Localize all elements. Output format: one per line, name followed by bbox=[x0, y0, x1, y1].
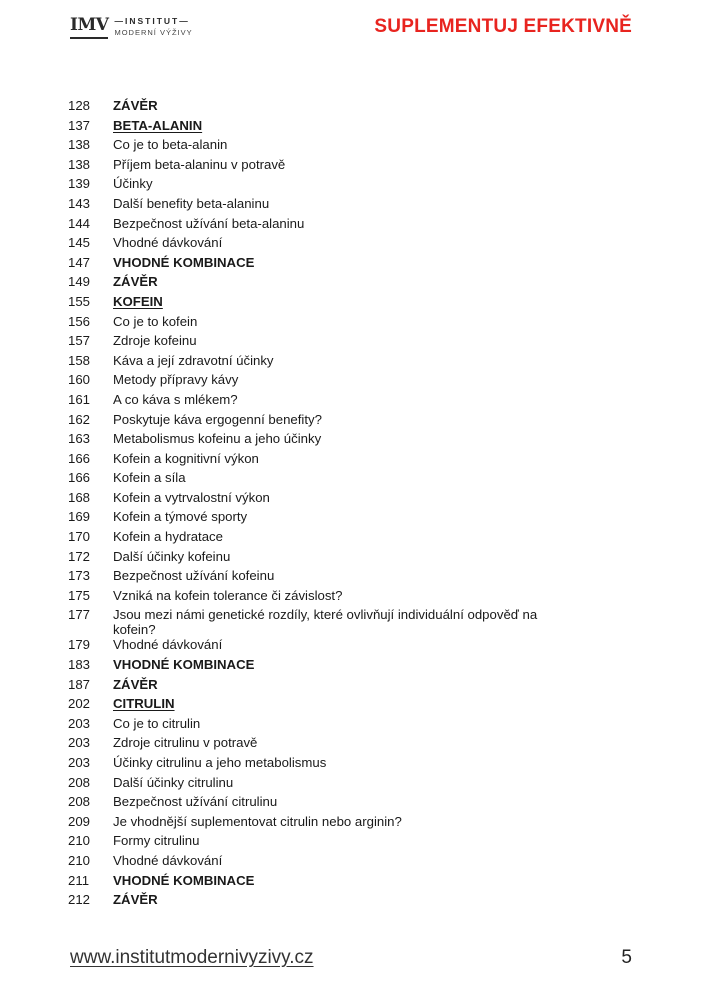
toc-entry[interactable] bbox=[68, 549, 538, 569]
toc-entry[interactable] bbox=[68, 509, 538, 529]
toc-entry[interactable] bbox=[68, 176, 538, 196]
toc-page-number: 161 bbox=[68, 391, 91, 407]
toc-page-number: 210 bbox=[68, 833, 91, 849]
toc-entry[interactable] bbox=[68, 372, 538, 392]
toc-entry-title: Kofein a hydratace bbox=[113, 529, 223, 545]
toc-page-number: 209 bbox=[68, 813, 91, 829]
toc-entry[interactable] bbox=[68, 568, 538, 588]
toc-entry-title: ZÁVĚR bbox=[113, 892, 158, 908]
toc-entry-title: Bezpečnost užívání kofeinu bbox=[113, 568, 275, 584]
toc-entry[interactable] bbox=[68, 314, 538, 334]
toc-entry[interactable] bbox=[68, 814, 538, 834]
toc-entry[interactable] bbox=[68, 274, 538, 294]
toc-entry-title: Bezpečnost užívání beta-alaninu bbox=[113, 215, 305, 231]
toc-entry-title: ZÁVĚR bbox=[113, 274, 158, 290]
toc-entry-title: Účinky citrulinu a jeho metabolismus bbox=[113, 755, 327, 770]
toc-page-number: 158 bbox=[68, 352, 91, 368]
toc-entry-title: CITRULIN bbox=[113, 696, 175, 712]
toc-entry-title: VHODNÉ KOMBINACE bbox=[113, 254, 255, 270]
book-title: SUPLEMENTUJ EFEKTIVNĚ bbox=[374, 16, 632, 37]
toc-entry[interactable] bbox=[68, 490, 538, 510]
toc-entry-title: VHODNÉ KOMBINACE bbox=[113, 657, 255, 673]
toc-page-number: 149 bbox=[68, 274, 91, 290]
toc-entry[interactable] bbox=[68, 451, 538, 471]
toc-page-number: 145 bbox=[68, 235, 91, 251]
toc-page-number: 137 bbox=[68, 117, 91, 133]
toc-entry[interactable] bbox=[68, 470, 538, 490]
toc-page-number: 157 bbox=[68, 333, 91, 349]
toc-entry-title: Kofein a vytrvalostní výkon bbox=[113, 489, 270, 505]
toc-entry[interactable] bbox=[68, 118, 538, 138]
table-of-contents bbox=[68, 98, 538, 912]
toc-entry[interactable] bbox=[68, 431, 538, 451]
toc-entry[interactable] bbox=[68, 637, 538, 657]
toc-page-number: 203 bbox=[68, 715, 91, 731]
toc-page-number: 138 bbox=[68, 156, 91, 172]
toc-page-number: 166 bbox=[68, 450, 91, 466]
toc-entry-title: Příjem beta-alaninu v potravě bbox=[113, 156, 286, 172]
toc-entry-title: KOFEIN bbox=[113, 293, 163, 309]
toc-page-number: 208 bbox=[68, 794, 91, 810]
toc-entry[interactable] bbox=[68, 677, 538, 697]
toc-page-number: 147 bbox=[68, 254, 91, 270]
institute-logo bbox=[70, 16, 193, 40]
toc-page-number: 156 bbox=[68, 313, 91, 329]
toc-entry-title: Zdroje citrulinu v potravě bbox=[113, 735, 258, 751]
toc-entry[interactable] bbox=[68, 716, 538, 736]
toc-entry[interactable] bbox=[68, 255, 538, 275]
toc-entry-title: Káva a její zdravotní účinky bbox=[113, 352, 274, 368]
toc-entry-title: Kofein a týmové sporty bbox=[113, 509, 248, 525]
toc-page-number: 162 bbox=[68, 411, 91, 427]
toc-page-number: 173 bbox=[68, 568, 91, 584]
toc-entry-title: Vhodné dávkování bbox=[113, 852, 223, 868]
toc-entry[interactable] bbox=[68, 755, 538, 775]
toc-entry[interactable] bbox=[68, 794, 538, 814]
toc-page-number: 212 bbox=[68, 892, 91, 908]
toc-entry-title: Co je to kofein bbox=[113, 313, 198, 329]
toc-entry[interactable] bbox=[68, 696, 538, 716]
logo-mark: IMV bbox=[70, 16, 108, 39]
toc-entry[interactable] bbox=[68, 196, 538, 216]
toc-entry[interactable] bbox=[68, 657, 538, 677]
toc-entry[interactable] bbox=[68, 412, 538, 432]
toc-entry-title: A co káva s mlékem? bbox=[113, 391, 238, 407]
toc-entry-title: Další účinky citrulinu bbox=[113, 774, 234, 790]
toc-entry[interactable] bbox=[68, 294, 538, 314]
toc-entry[interactable] bbox=[68, 98, 538, 118]
toc-page-number: 208 bbox=[68, 774, 91, 790]
toc-page-number: 163 bbox=[68, 431, 91, 447]
toc-page-number: 168 bbox=[68, 489, 91, 505]
toc-entry[interactable] bbox=[68, 137, 538, 157]
toc-page-number: 166 bbox=[68, 470, 91, 486]
toc-entry-title: Metody přípravy kávy bbox=[113, 372, 239, 388]
toc-entry-title: ZÁVĚR bbox=[113, 676, 158, 692]
toc-entry[interactable] bbox=[68, 157, 538, 177]
toc-page-number: 139 bbox=[68, 176, 91, 192]
logo-line1: —INSTITUT— bbox=[114, 16, 190, 26]
toc-entry-title: Kofein a kognitivní výkon bbox=[113, 450, 259, 466]
toc-page-number: 160 bbox=[68, 372, 91, 388]
toc-entry[interactable] bbox=[68, 873, 538, 893]
toc-entry-title: BETA-ALANIN bbox=[113, 117, 203, 133]
toc-entry-title: Jsou mezi námi genetické rozdíly, které ovlivňují individuální odpověď na kofein? bbox=[113, 607, 538, 638]
toc-entry-title: Formy citrulinu bbox=[113, 833, 200, 849]
toc-page-number: 169 bbox=[68, 509, 91, 525]
toc-page-number: 203 bbox=[68, 755, 91, 770]
website-link[interactable]: www.institutmodernivyzivy.cz bbox=[70, 947, 314, 968]
toc-entry[interactable] bbox=[68, 775, 538, 795]
toc-entry-title: Vhodné dávkování bbox=[113, 235, 223, 251]
toc-entry[interactable] bbox=[68, 892, 538, 912]
toc-entry-title: Další účinky kofeinu bbox=[113, 548, 231, 564]
toc-page-number: 128 bbox=[68, 98, 91, 113]
toc-page-number: 179 bbox=[68, 637, 91, 653]
toc-entry-title: Vzniká na kofein tolerance či závislost? bbox=[113, 587, 343, 603]
toc-entry-title: Bezpečnost užívání citrulinu bbox=[113, 794, 278, 810]
toc-entry[interactable] bbox=[68, 529, 538, 549]
toc-entry-title: Vhodné dávkování bbox=[113, 637, 223, 653]
toc-entry-title: Zdroje kofeinu bbox=[113, 333, 197, 349]
toc-entry[interactable] bbox=[68, 735, 538, 755]
logo-text bbox=[114, 16, 192, 37]
toc-entry[interactable] bbox=[68, 235, 538, 255]
toc-page-number: 187 bbox=[68, 676, 91, 692]
toc-page-number: 183 bbox=[68, 657, 91, 673]
toc-page-number: 144 bbox=[68, 215, 91, 231]
toc-entry-title: Účinky bbox=[113, 176, 153, 192]
toc-page-number: 175 bbox=[68, 587, 91, 603]
page-number: 5 bbox=[621, 947, 632, 968]
toc-entry-title: Co je to beta-alanin bbox=[113, 137, 228, 153]
toc-entry[interactable] bbox=[68, 353, 538, 373]
toc-page-number: 143 bbox=[68, 195, 91, 211]
toc-page-number: 155 bbox=[68, 293, 91, 309]
toc-entry[interactable] bbox=[68, 607, 538, 637]
toc-entry[interactable] bbox=[68, 588, 538, 608]
toc-page-number: 177 bbox=[68, 607, 91, 623]
toc-entry-title: Metabolismus kofeinu a jeho účinky bbox=[113, 431, 322, 447]
toc-page-number: 202 bbox=[68, 696, 91, 712]
toc-entry-title: Je vhodnější suplementovat citrulin nebo arginin? bbox=[113, 813, 402, 829]
toc-entry-title: Další benefity beta-alaninu bbox=[113, 195, 270, 211]
toc-entry-title: Kofein a síla bbox=[113, 470, 186, 486]
toc-entry[interactable] bbox=[68, 392, 538, 412]
toc-entry[interactable] bbox=[68, 216, 538, 236]
toc-page-number: 203 bbox=[68, 735, 91, 751]
toc-entry[interactable] bbox=[68, 833, 538, 853]
page-header bbox=[0, 14, 702, 44]
toc-page-number: 172 bbox=[68, 548, 91, 564]
toc-entry[interactable] bbox=[68, 853, 538, 873]
toc-entry-title: Poskytuje káva ergogenní benefity? bbox=[113, 411, 322, 427]
toc-entry-title: Co je to citrulin bbox=[113, 715, 201, 731]
toc-page-number: 210 bbox=[68, 852, 91, 868]
logo-line2: MODERNÍ VÝŽIVY bbox=[114, 28, 193, 37]
toc-page-number: 170 bbox=[68, 529, 91, 545]
toc-entry-title: ZÁVĚR bbox=[113, 98, 158, 113]
toc-entry-title: VHODNÉ KOMBINACE bbox=[113, 872, 255, 888]
toc-page-number: 138 bbox=[68, 137, 91, 153]
toc-page-number: 211 bbox=[68, 872, 90, 888]
toc-entry[interactable] bbox=[68, 333, 538, 353]
